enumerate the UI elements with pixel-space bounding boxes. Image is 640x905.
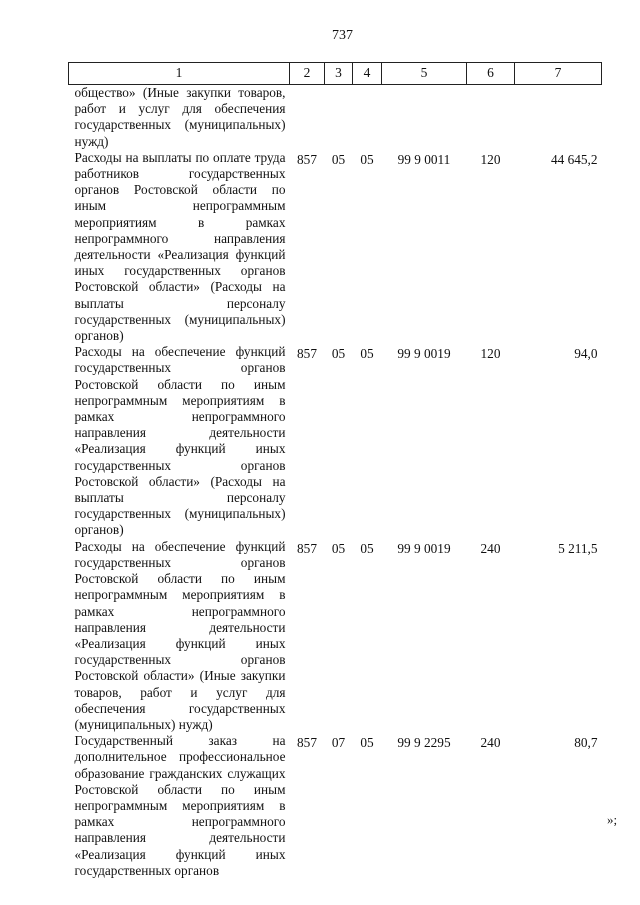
row-col7: 5 211,5 [558,540,598,556]
row-col7: 80,7 [574,735,598,751]
table-row [69,733,602,879]
row-col5 [382,85,467,150]
row-col7: 94,0 [574,346,598,362]
row-name: Расходы на обеспечение функций государственных органов Ростовской области по иным непрограммным мероприятиям в рамках непрограммного направления деятельности «Реализация функций иных государственных органов Ростовской области» (Иные закупки товаров, работ и услуг для обеспечения государственных (муниципальных) нужд) [74,538,286,732]
row-col3: 05 [331,346,346,362]
row-col2: 857 [297,540,317,556]
row-col6: 240 [480,540,501,556]
row-col6: 120 [480,151,501,167]
row-col6: 240 [480,735,501,751]
row-col7: 44 645,2 [550,151,598,167]
row-col6 [467,85,515,150]
header-col-4: 4 [353,63,382,85]
row-col5: 99 9 0011 [397,151,451,167]
header-col-2: 2 [290,63,325,85]
row-col2: 857 [297,151,317,167]
row-name: общество» (Иные закупки товаров, работ и услуг для обеспечения государственных (муниципальных) нужд) [74,85,286,149]
row-col4: 05 [360,540,374,556]
header-col-5: 5 [382,63,467,85]
row-col5: 99 9 2295 [397,735,451,751]
row-col2 [290,85,325,150]
header-col-7: 7 [515,63,602,85]
row-col4: 05 [360,346,374,362]
header-col-1: 1 [69,63,290,85]
row-name: Государственный заказ на дополнительное профессиональное образование гражданских служащих Ростовской области по иным непрограммным мероприятиям в рамках непрограммного направления деятельности «Реализация функций иных государственных органов [74,733,286,878]
row-col6: 120 [480,346,501,362]
table-row [69,539,602,733]
row-name: Расходы на выплаты по оплате труда работников государственных органов Ростовской области по иным непрограммным мероприятиям в рамках непрограммного направления деятельности «Реализация функций иных государственных органов Ростовской области» (Расходы на выплаты персоналу государственных (муниципальных) органов) [74,149,286,344]
budget-table [68,62,602,879]
table-row [69,344,602,538]
table-header-row [69,63,602,85]
header-col-3: 3 [325,63,353,85]
row-col3: 05 [331,540,346,556]
end-marker: »; [607,812,618,827]
table-row [69,85,602,150]
row-col3: 05 [331,151,346,167]
header-col-6: 6 [467,63,515,85]
table-row [69,150,602,344]
row-col3: 07 [331,735,346,751]
row-col3 [325,85,353,150]
row-col7 [515,85,602,150]
row-col4 [353,85,382,150]
row-col4: 05 [360,151,374,167]
row-col5: 99 9 0019 [397,540,451,556]
page-number: 737 [332,28,353,43]
row-col2: 857 [297,346,317,362]
row-col5: 99 9 0019 [397,346,451,362]
row-col2: 857 [297,735,317,751]
row-col4: 05 [360,735,374,751]
row-name: Расходы на обеспечение функций государственных органов Ростовской области по иным непрограммным мероприятиям в рамках непрограммного направления деятельности «Реализация функций иных государственных органов Ростовской области» (Расходы на выплаты персоналу государственных (муниципальных) органов) [74,344,286,538]
